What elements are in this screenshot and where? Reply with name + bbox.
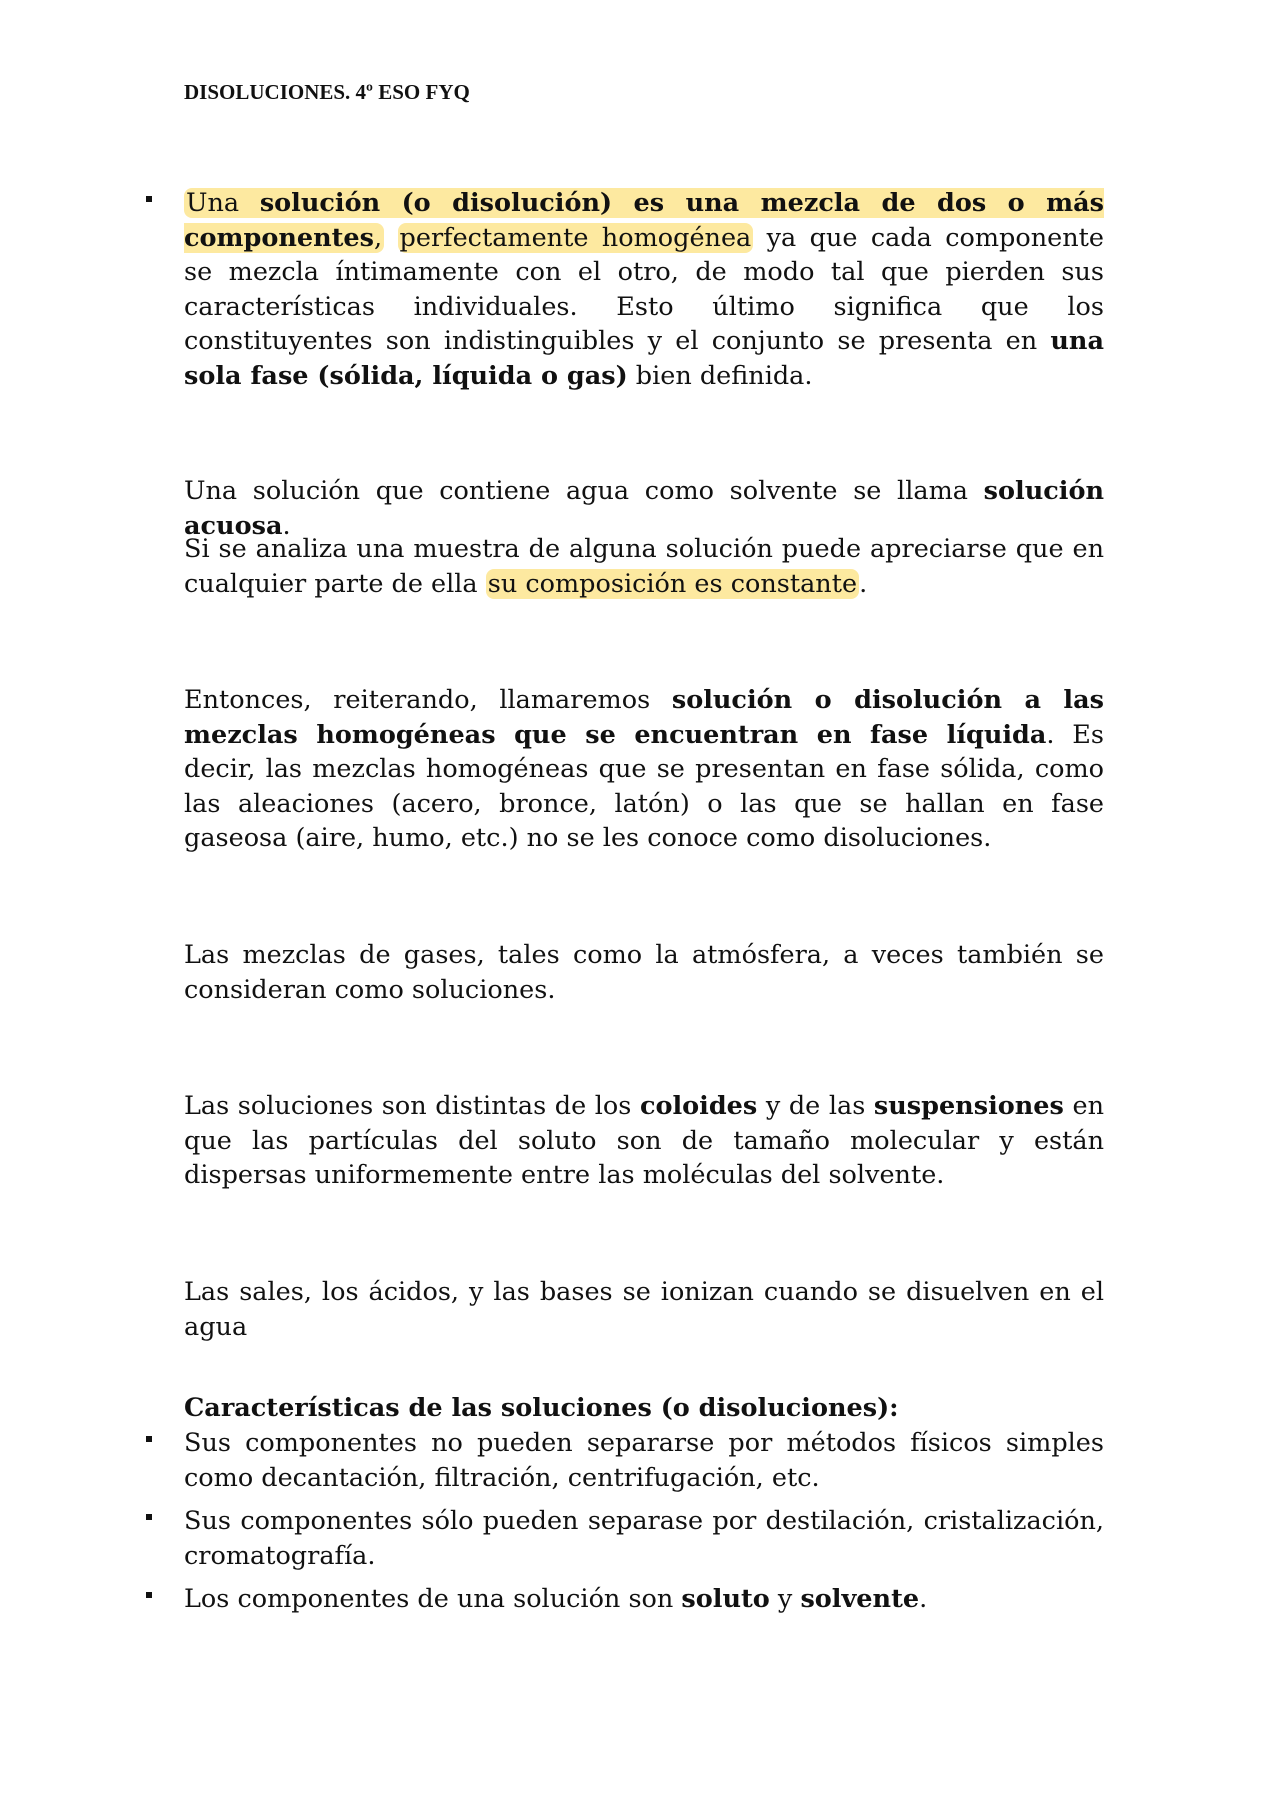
highlight-definition: Una solución (o disolución) es una mezcla de dos o más componentes, bbox=[184, 188, 1104, 253]
paragraph-aqueous: Una solución que contiene agua como solvente se llama solución acuosa. bbox=[184, 476, 1104, 541]
bullet-icon bbox=[146, 1436, 152, 1442]
paragraph-gases: Las mezclas de gases, tales como la atmósfera, a veces también se consideran como soluciones. bbox=[184, 940, 1104, 1005]
bullet-icon bbox=[146, 1592, 152, 1598]
paragraph-composition: Si se analiza una muestra de alguna solución puede apreciarse que en cualquier parte de ella su composición es constante. bbox=[184, 534, 1104, 599]
characteristics-heading: Características de las soluciones (o disoluciones): bbox=[184, 1393, 899, 1423]
paragraph-ionization: Las sales, los ácidos, y las bases se ionizan cuando se disuelven en el agua bbox=[184, 1277, 1104, 1342]
document-header: DISOLUCIONES. 4º ESO FYQ bbox=[184, 80, 470, 104]
bullet-icon bbox=[146, 196, 152, 202]
bullet-icon bbox=[146, 1514, 152, 1520]
list-item-characteristic-3: Los componentes de una solución son soluto y solvente. bbox=[184, 1584, 928, 1614]
paragraph-colloids: Las soluciones son distintas de los coloides y de las suspensiones en que las partículas del soluto son de tamaño molecular y están dispersas uniformemente entre las moléculas del solvente. bbox=[184, 1091, 1105, 1190]
paragraph-liquid-phase: Entonces, reiterando, llamaremos solución o disolución a las mezclas homogéneas que se encuentran en fase líquida. Es decir, las mezclas homogéneas que se presentan en fase sólida, como las aleaciones (acero, bronce, latón) o las que se hallan en fase gaseosa (aire, humo, etc.) no se les conoce como disoluciones. bbox=[184, 685, 1104, 853]
list-item-characteristic-2: Sus componentes sólo pueden separase por destilación, cristalización, cromatografía. bbox=[184, 1506, 1104, 1571]
paragraph-definition: Una solución (o disolución) es una mezcla de dos o más componentes, perfectamente homogénea ya que cada componente se mezcla íntimamente con el otro, de modo tal que pierden sus características individuales. Esto último significa que los constituyentes son indistinguibles y el conjunto se presenta en una sola fase (sólida, líquida o gas) bien definida. bbox=[184, 188, 1104, 391]
highlight-composition: su composición es constante bbox=[487, 568, 858, 599]
highlight-homogeneous: perfectamente homogénea bbox=[399, 222, 752, 253]
list-item-characteristic-1: Sus componentes no pueden separarse por métodos físicos simples como decantación, filtración, centrifugación, etc. bbox=[184, 1428, 1104, 1493]
